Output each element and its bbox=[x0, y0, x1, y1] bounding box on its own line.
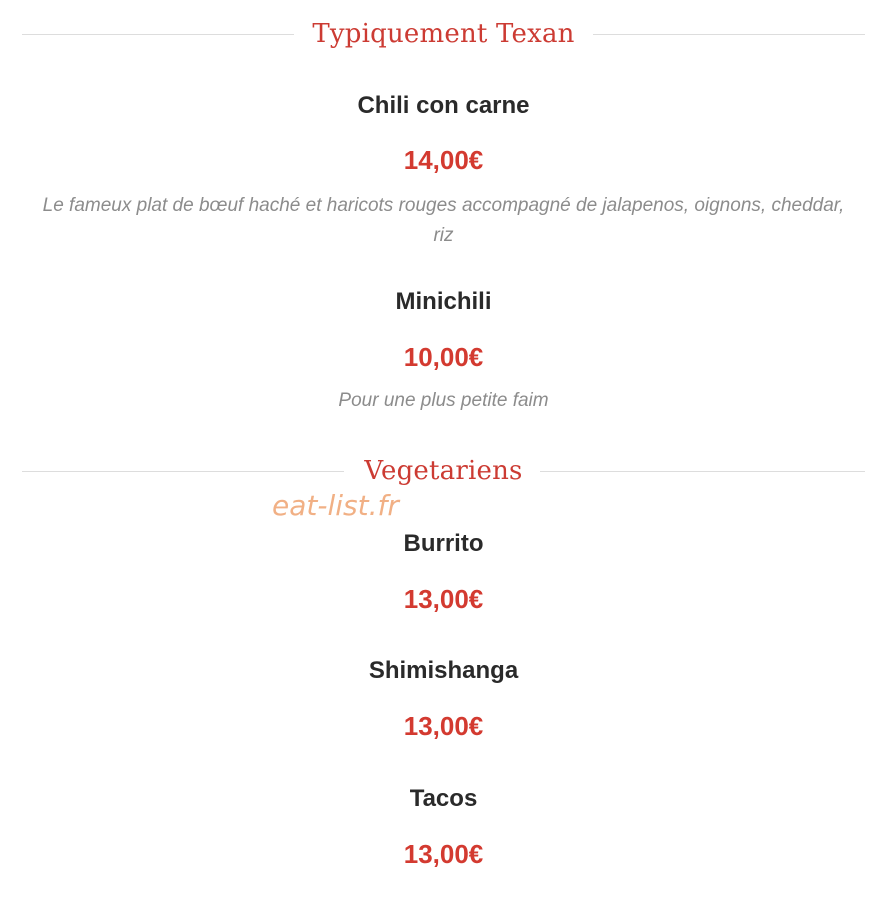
menu-item-name: Chili con carne bbox=[357, 92, 530, 119]
section-title: Vegetariens bbox=[364, 456, 523, 486]
menu-item-price: 14,00€ bbox=[403, 145, 484, 175]
menu-item-price: 13,00€ bbox=[403, 584, 484, 614]
menu-item-price: 13,00€ bbox=[403, 839, 484, 869]
menu-item-description: Pour une plus petite faim bbox=[338, 390, 549, 411]
menu-item-price: 10,00€ bbox=[403, 342, 484, 372]
watermark-text: eat-list.fr bbox=[272, 489, 399, 522]
menu-item-name: Shimishanga bbox=[368, 657, 519, 684]
section-title: Typiquement Texan bbox=[312, 19, 575, 49]
menu-item-description: Le fameux plat de bœuf haché et haricots rouges accompagné de jalapenos, oignons, cheddar, riz bbox=[42, 195, 845, 246]
section-divider-right bbox=[540, 471, 865, 472]
menu-item-name: Tacos bbox=[409, 785, 478, 812]
menu-item-name: Burrito bbox=[403, 530, 484, 557]
menu-item-price: 13,00€ bbox=[403, 711, 484, 741]
section-header-typiquement-texan bbox=[22, 14, 865, 54]
section-header-vegetariens bbox=[22, 451, 865, 491]
menu-item-name: Minichili bbox=[395, 288, 492, 315]
section-divider-right bbox=[593, 34, 865, 35]
